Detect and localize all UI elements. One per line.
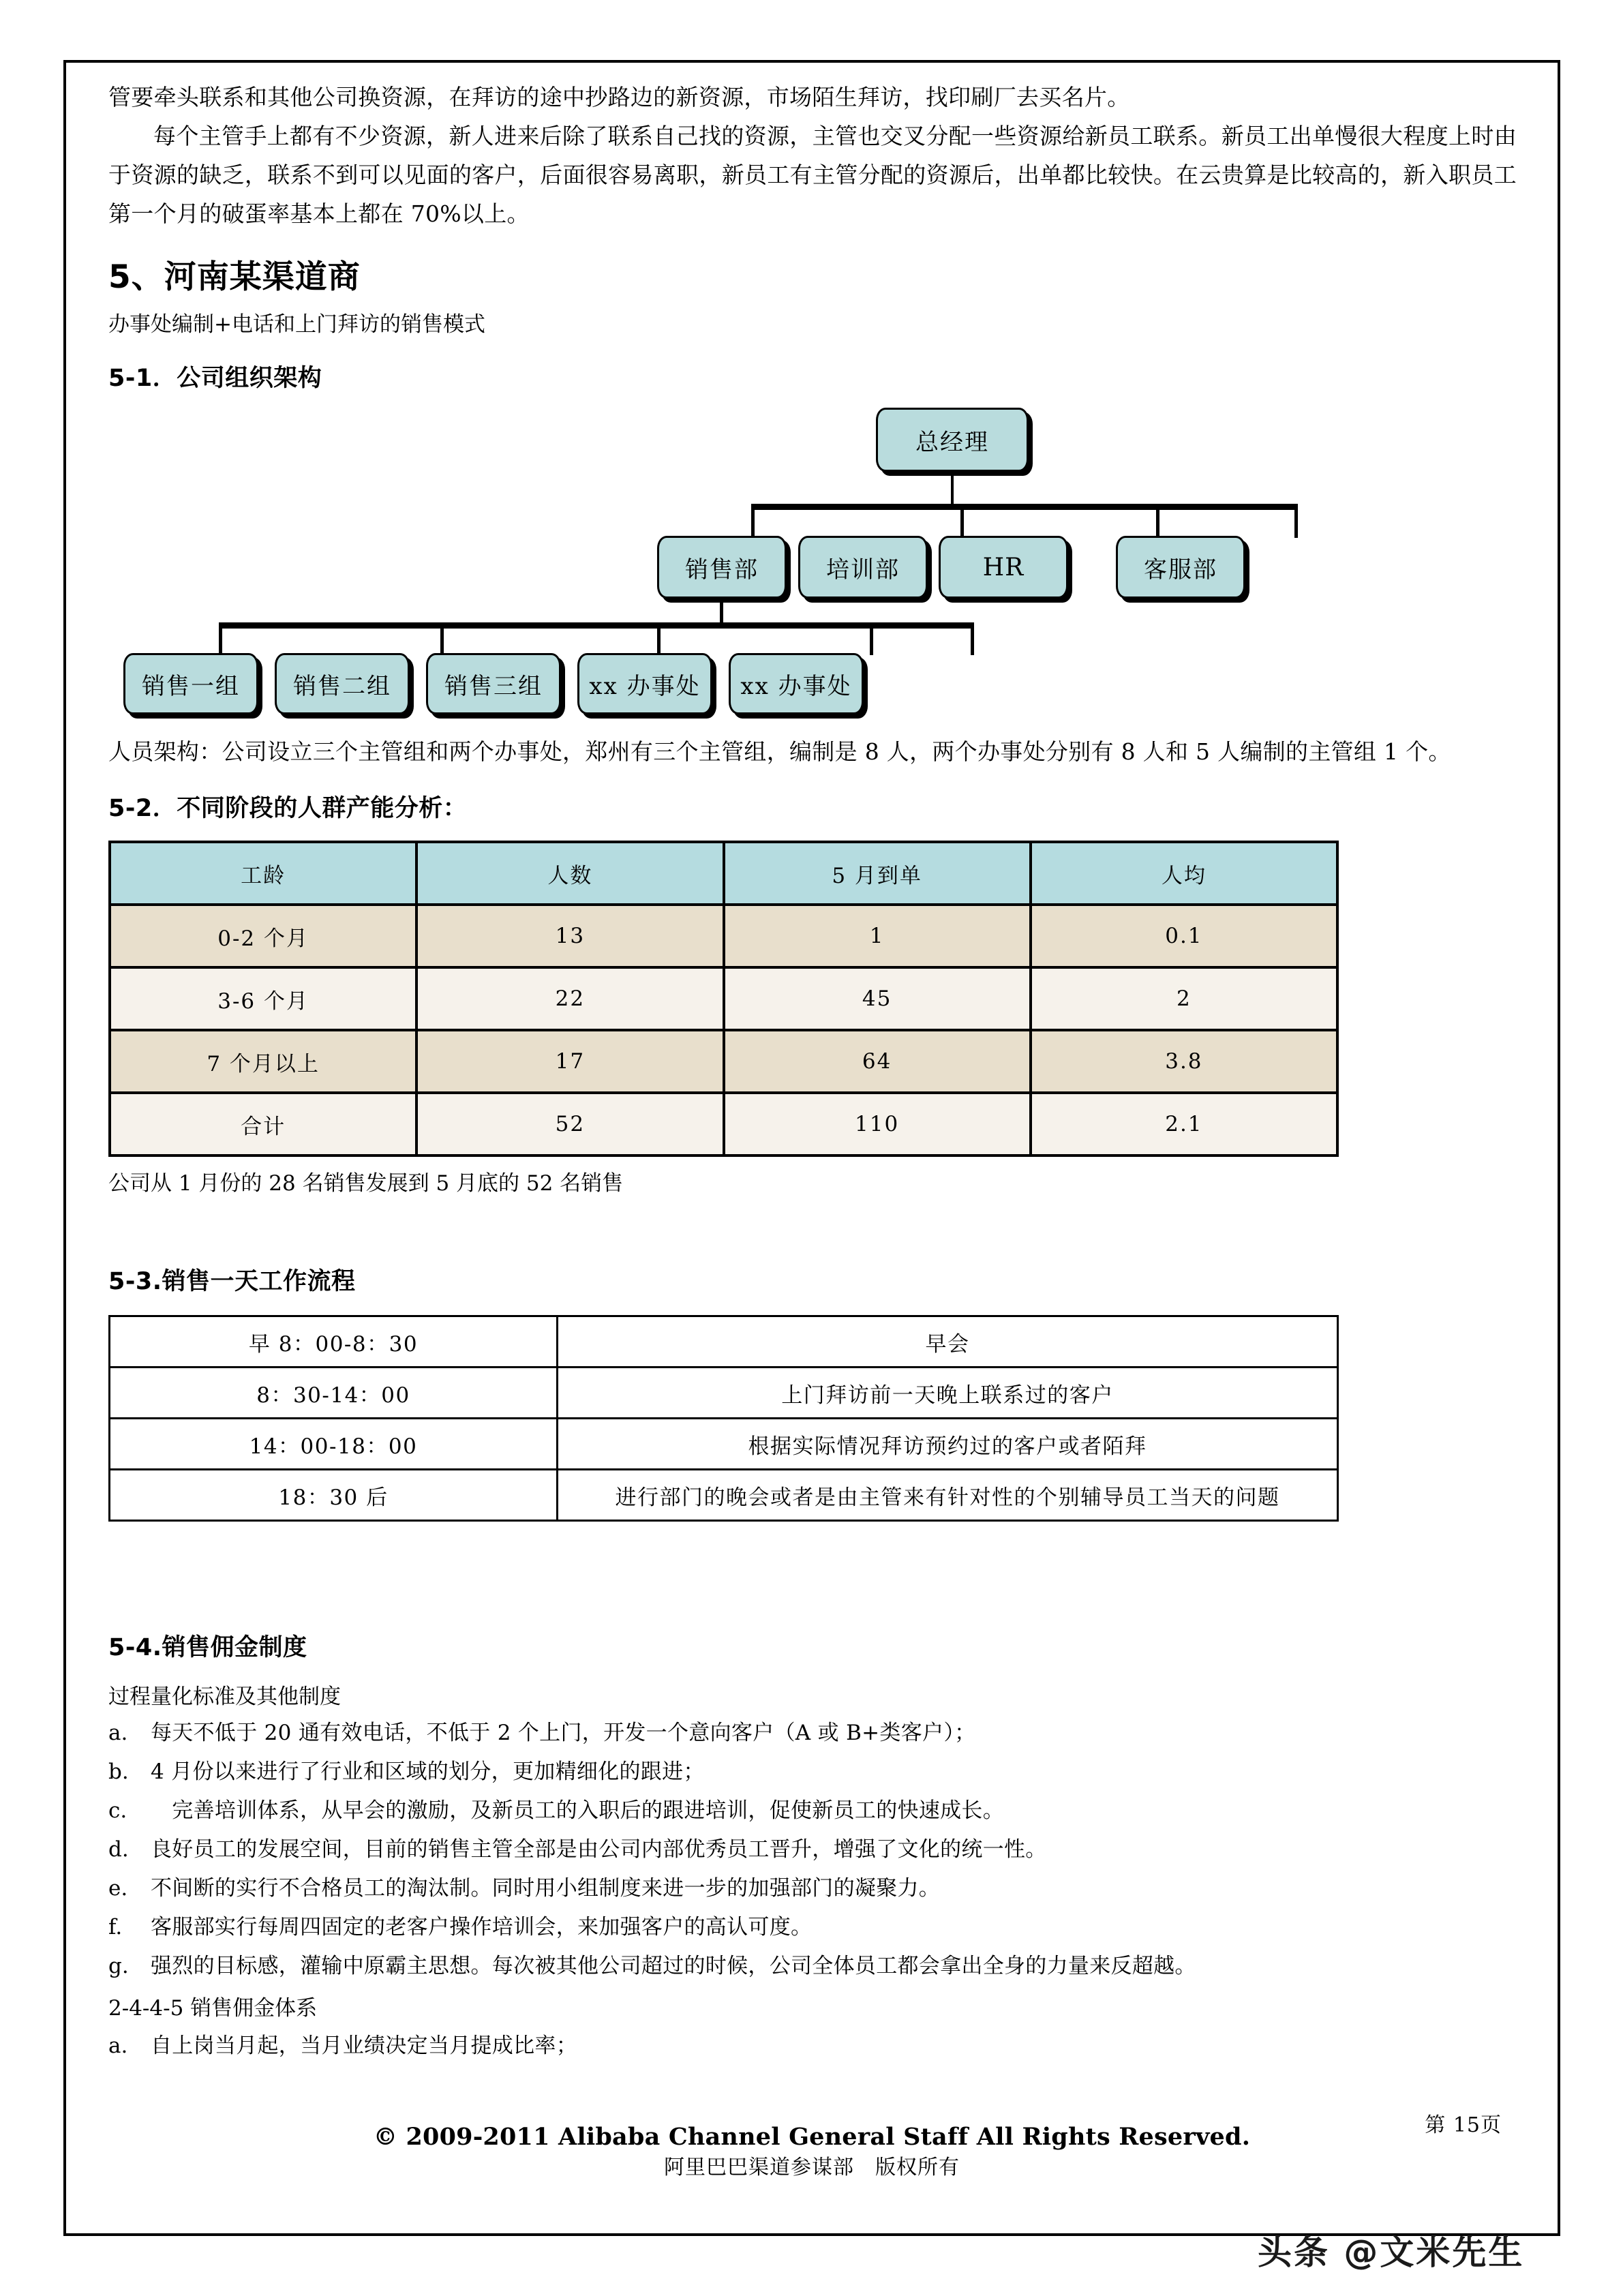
column-header-headcount: 人数: [416, 842, 723, 905]
cell-activity: 进行部门的晚会或者是由主管来有针对性的个别辅导员工当天的问题: [558, 1470, 1338, 1521]
table-row: [110, 1030, 1337, 1093]
list-item: [108, 1830, 1517, 1869]
org-node-hr: [939, 536, 1068, 599]
productivity-note: 公司从 1 月份的 28 名销售发展到 5 月底的 52 名销售: [108, 1171, 624, 1196]
org-connector-office2: [971, 622, 974, 655]
cell-headcount: 22: [416, 967, 723, 1030]
page-footer: [66, 2121, 1558, 2183]
cell-activity: 根据实际情况拜访预约过的客户或者陌拜: [558, 1419, 1338, 1470]
list-item: [108, 2027, 1517, 2066]
org-node-label: xx 办事处: [589, 672, 701, 700]
org-node-sales-group-2: [275, 653, 410, 714]
list-marker: e.: [108, 1876, 128, 1901]
cell-activity: 早会: [558, 1316, 1338, 1368]
org-connector-group2: [440, 622, 444, 655]
org-connector-office1: [870, 622, 873, 655]
cell-orders: 1: [724, 905, 1031, 967]
table-row: [110, 1316, 1338, 1368]
list-item: [108, 1753, 1517, 1792]
list-text: 每天不低于 20 通有效电话，不低于 2 个上门，开发一个意向客户（A 或 B+类客户）；: [151, 1721, 976, 1745]
org-bus-level3: [219, 622, 972, 629]
commission-system-list: [108, 2027, 1517, 2066]
org-connector-training: [960, 504, 964, 538]
page-frame: [63, 60, 1560, 2236]
org-node-label: 客服部: [1144, 556, 1217, 584]
list-marker: d.: [108, 1837, 129, 1862]
org-node-label: 培训部: [826, 556, 900, 584]
list-marker: a.: [108, 1721, 128, 1745]
org-connector-sales-stem: [720, 599, 723, 624]
list-marker: b.: [108, 1759, 129, 1784]
cell-average: 2: [1031, 967, 1337, 1030]
footer-copyright: © 2009-2011 Alibaba Channel General Staff All Rights Reserved.: [373, 2123, 1251, 2151]
list-item: [108, 1792, 1517, 1830]
org-connector-sales: [751, 504, 755, 538]
cell-orders: 64: [724, 1030, 1031, 1093]
cell-average: 3.8: [1031, 1030, 1337, 1093]
heading-daily-schedule: 5-3.销售一天工作流程: [108, 1268, 356, 1295]
column-header-average: 人均: [1031, 842, 1337, 905]
cell-time: 18：30 后: [110, 1470, 558, 1521]
list-text: 4 月份以来进行了行业和区域的划分，更加精细化的跟进；: [151, 1759, 705, 1784]
table-header-row: [110, 842, 1337, 905]
list-item: [108, 1947, 1517, 1986]
org-structure-note: 人员架构：公司设立三个主管组和两个办事处，郑州有三个主管组，编制是 8 人，两个办事处分别有 8 人和 5 人编制的主管组 1 个。: [108, 738, 1451, 765]
section-subtitle: 办事处编制+电话和上门拜访的销售模式: [108, 312, 485, 337]
list-text: 完善培训体系，从早会的激励，及新员工的入职后的跟进培训，促使新员工的快速成长。: [151, 1798, 1004, 1823]
cell-average: 2.1: [1031, 1093, 1337, 1155]
column-header-tenure: 工龄: [110, 842, 416, 905]
table-row-total: [110, 1093, 1337, 1155]
list-marker: f.: [108, 1915, 123, 1939]
list-marker: c.: [108, 1798, 127, 1823]
list-text: 强烈的目标感，灌输中原霸主思想。每次被其他公司超过的时候，公司全体员工都会拿出全身的力量来反超越。: [151, 1954, 1196, 1978]
cell-orders: 45: [724, 967, 1031, 1030]
cell-time: 14：00-18：00: [110, 1419, 558, 1470]
heading-commission: 5-4.销售佣金制度: [108, 1634, 307, 1661]
page-number: 第 15页: [1425, 2113, 1502, 2137]
org-node-sales-group-3: [426, 653, 561, 714]
schedule-table: [108, 1315, 1339, 1522]
org-node-training-dept: [798, 536, 928, 599]
cell-tenure: 合计: [110, 1093, 416, 1155]
list-text: 不间断的实行不合格员工的淘汰制。同时用小组制度来进一步的加强部门的凝聚力。: [151, 1876, 941, 1901]
commission-intro: 过程量化标准及其他制度: [108, 1685, 341, 1709]
org-node-customer-service: [1116, 536, 1245, 599]
org-node-label: 销售部: [685, 556, 759, 584]
watermark: 头条 @文米先生: [1258, 2233, 1525, 2272]
org-chart: [108, 408, 1517, 700]
org-node-label: HR: [982, 553, 1025, 581]
org-bus-level2: [753, 504, 1298, 510]
footer-department: 阿里巴巴渠道参谋部 版权所有: [664, 2156, 960, 2179]
org-node-label: 销售一组: [142, 672, 240, 700]
org-connector-group1: [219, 622, 222, 655]
cell-headcount: 17: [416, 1030, 723, 1093]
heading-org-structure: 5-1．公司组织架构: [108, 365, 322, 392]
page-content: [66, 63, 1558, 2233]
list-text: 良好员工的发展空间，目前的销售主管全部是由公司内部优秀员工晋升，增强了文化的统一性。: [151, 1837, 1047, 1862]
cell-headcount: 52: [416, 1093, 723, 1155]
org-connector-service: [1294, 504, 1298, 538]
commission-list: [108, 1714, 1517, 1986]
cell-average: 0.1: [1031, 905, 1337, 967]
cell-headcount: 13: [416, 905, 723, 967]
table-row: [110, 1368, 1338, 1419]
list-marker: a.: [108, 2034, 128, 2058]
list-item: [108, 1869, 1517, 1908]
org-node-root: [876, 408, 1029, 472]
commission-system-label: 2-4-4-5 销售佣金体系: [108, 1996, 318, 2021]
table-row: [110, 967, 1337, 1030]
productivity-table: [108, 841, 1339, 1157]
heading-productivity: 5-2．不同阶段的人群产能分析：: [108, 795, 468, 822]
table-row: [110, 905, 1337, 967]
cell-orders: 110: [724, 1093, 1031, 1155]
cell-activity: 上门拜访前一天晚上联系过的客户: [558, 1368, 1338, 1419]
org-connector-hr: [1156, 504, 1159, 538]
cell-time: 8：30-14：00: [110, 1368, 558, 1419]
org-node-sales-dept: [657, 536, 787, 599]
org-connector-root-stem: [951, 472, 954, 506]
cell-tenure: 7 个月以上: [110, 1030, 416, 1093]
cell-tenure: 0-2 个月: [110, 905, 416, 967]
list-marker: g.: [108, 1954, 129, 1978]
paragraph-resources: 每个主管手上都有不少资源，新人进来后除了联系自己找的资源，主管也交叉分配一些资源给新员工联系。新员工出单慢很大程度上时由于资源的缺乏，联系不到可以见面的客户，后面很容易离职，新员工有主管分配的资源后，出单都比较快。在云贵算是比较高的，新入职员工第一个月的破蛋率基本上都在 70%以上。: [108, 123, 1517, 227]
table-row: [110, 1419, 1338, 1470]
org-node-label: 总经理: [915, 428, 989, 456]
list-item: [108, 1714, 1517, 1753]
org-node-sales-group-1: [123, 653, 258, 714]
section-title: 5、河南某渠道商: [108, 258, 361, 296]
list-item: [108, 1908, 1517, 1947]
cell-tenure: 3-6 个月: [110, 967, 416, 1030]
org-node-label: xx 办事处: [740, 672, 852, 700]
org-node-label: 销售三组: [444, 672, 543, 700]
org-node-label: 销售二组: [293, 672, 391, 700]
org-node-office-2: [729, 653, 864, 714]
list-text: 自上岗当月起，当月业绩决定当月提成比率；: [151, 2034, 577, 2058]
list-text: 客服部实行每周四固定的老客户操作培训会，来加强客户的高认可度。: [151, 1915, 813, 1939]
org-connector-group3: [657, 622, 661, 655]
table-row: [110, 1470, 1338, 1521]
cell-time: 早 8：00-8：30: [110, 1316, 558, 1368]
org-node-office-1: [577, 653, 712, 714]
column-header-may-orders: 5 月到单: [724, 842, 1031, 905]
paragraph-continuation: 管要牵头联系和其他公司换资源，在拜访的途中抄路边的新资源，市场陌生拜访，找印刷厂去买名片。: [108, 84, 1130, 110]
